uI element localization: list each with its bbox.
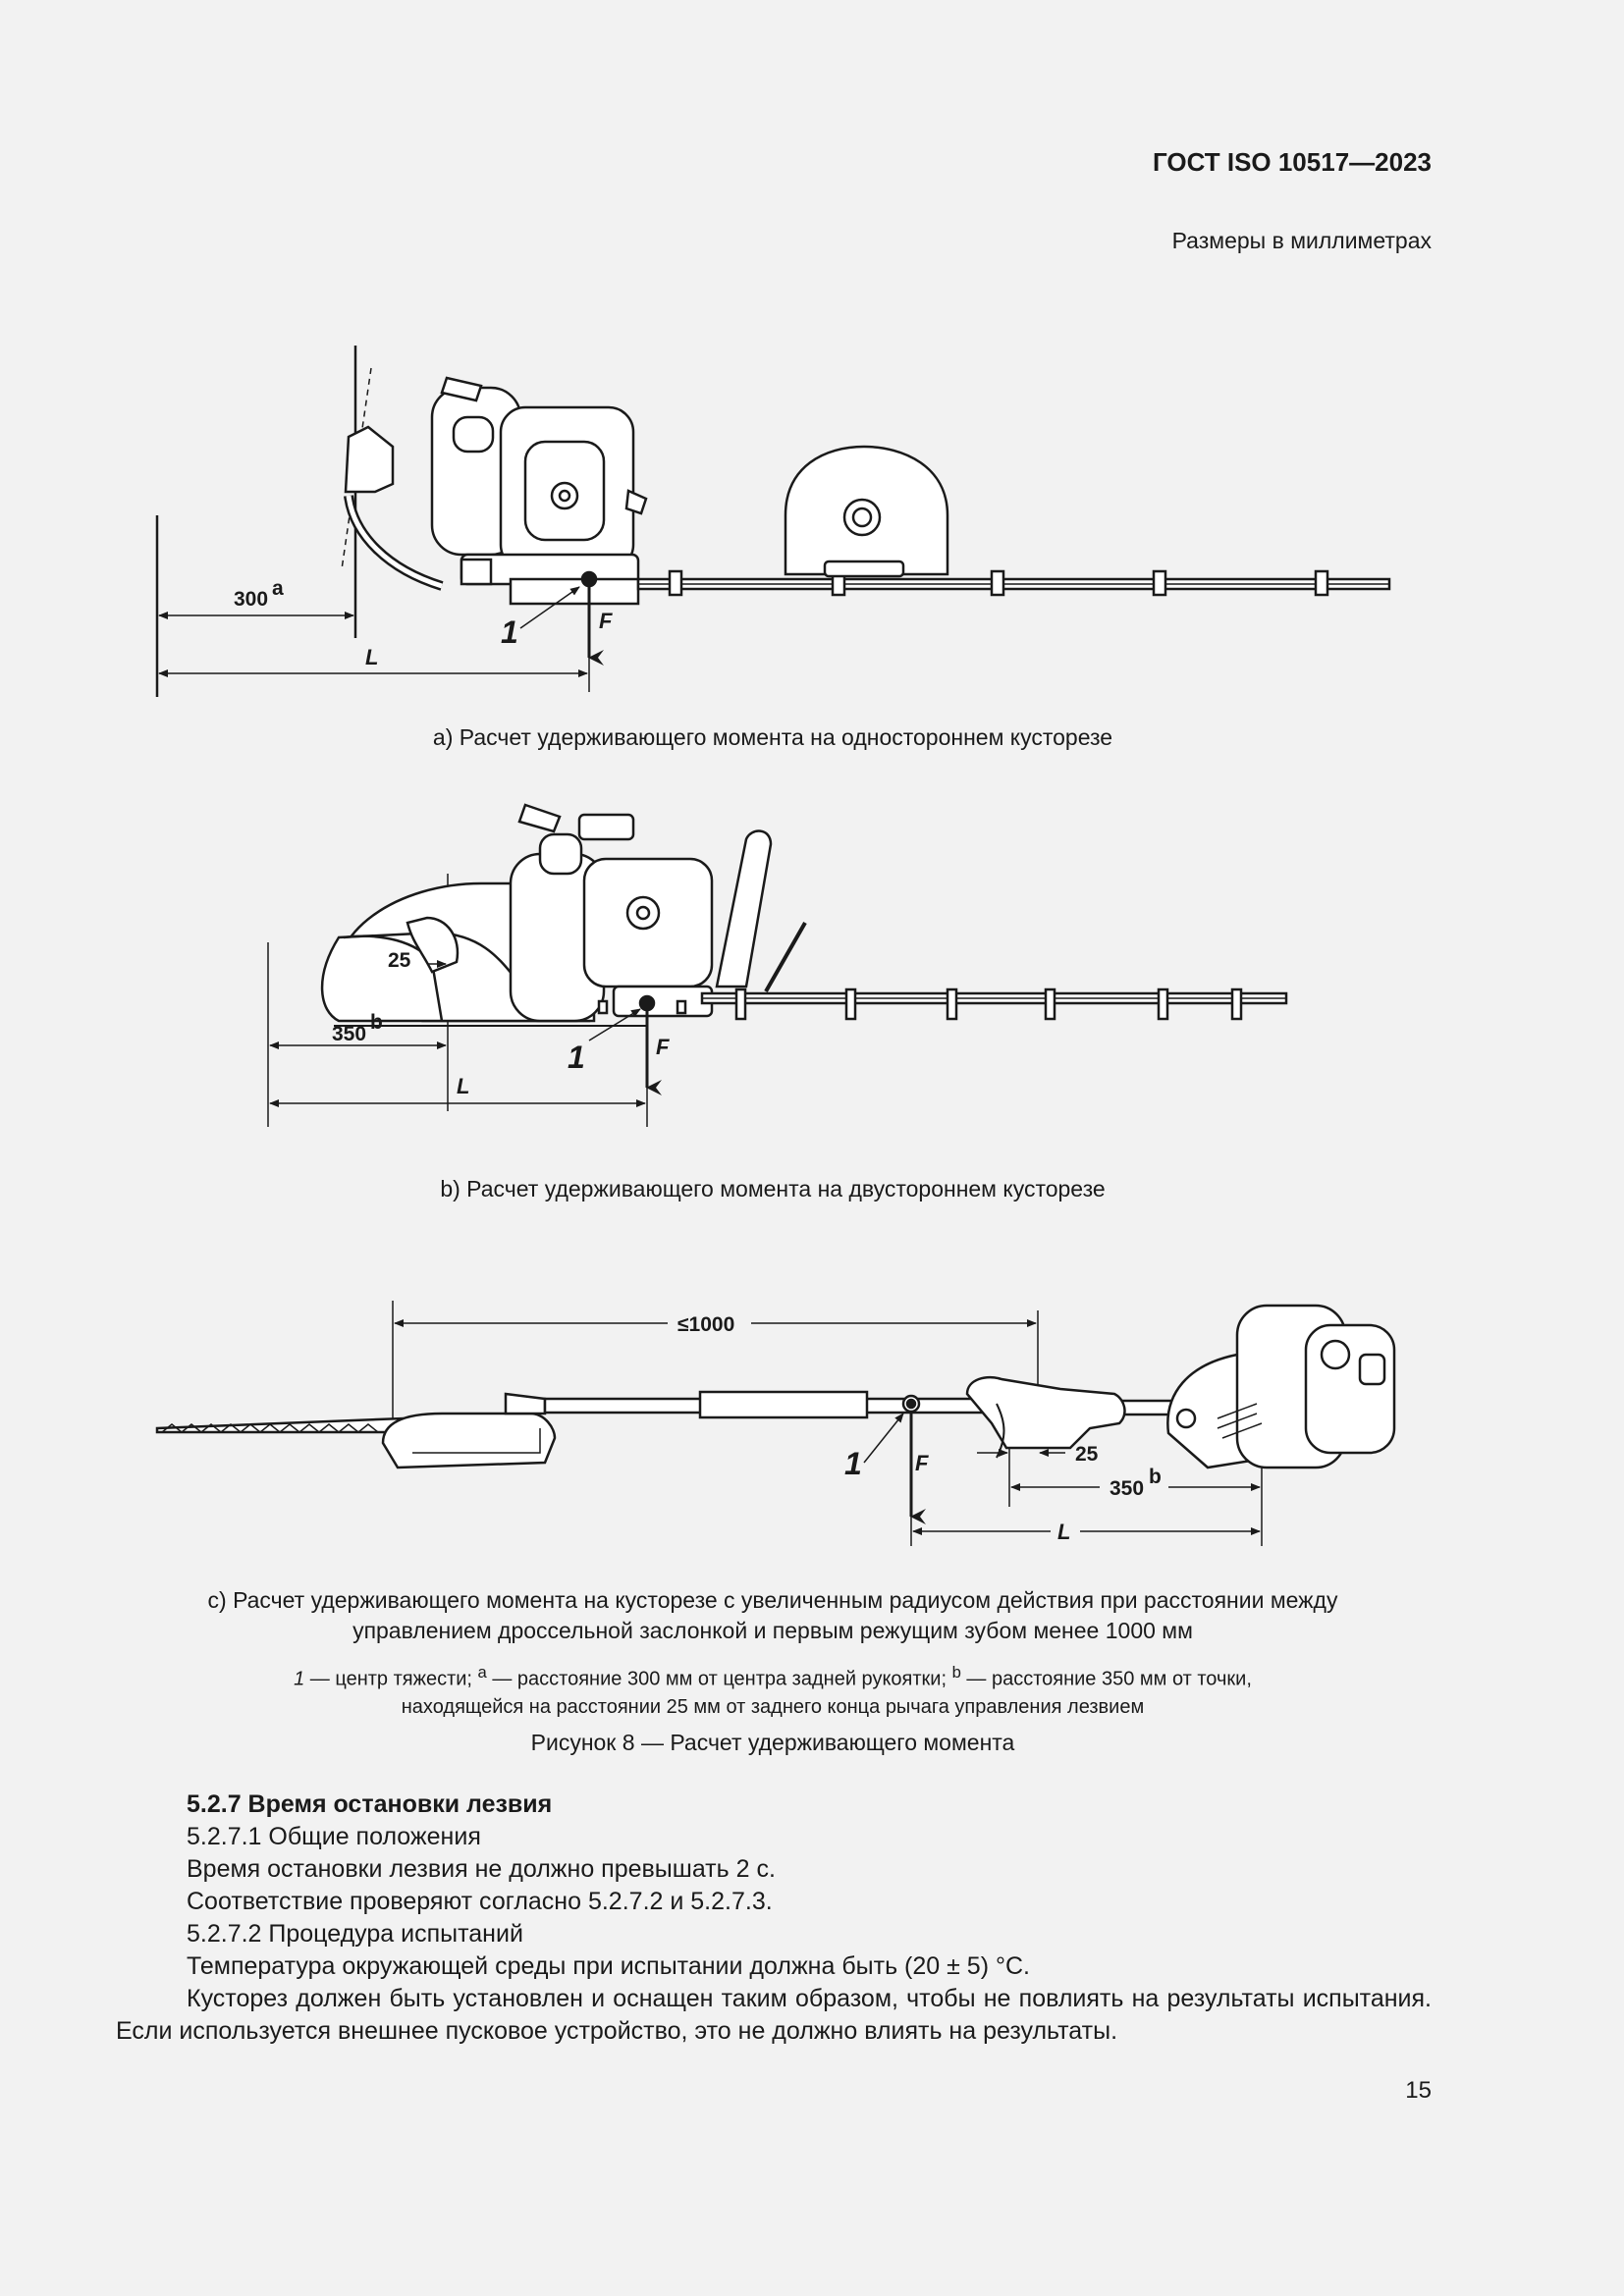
fig-a-dim-300: 300 bbox=[234, 588, 269, 611]
figure-c-caption-line-2: управлением дроссельной заслонкой и первым режущим зубом менее 1000 мм bbox=[352, 1618, 1193, 1643]
figure-title: Рисунок 8 — Расчет удерживающего момента bbox=[530, 1730, 1015, 1755]
standard-designation: ГОСТ ISO 10517—2023 bbox=[1152, 147, 1432, 177]
note-text-b: — расстояние 350 мм от точки, bbox=[960, 1668, 1252, 1690]
fig-c-dim-350-sup: b bbox=[1149, 1466, 1162, 1488]
figure-a-caption: a) Расчет удерживающего момента на одностороннем кусторезе bbox=[432, 724, 1113, 750]
paragraph-stop-time: Время остановки лезвия не должно превышать 2 с. bbox=[187, 1855, 776, 1883]
section-5-2-7 bbox=[116, 1789, 1432, 2048]
fig-c-dim-25: 25 bbox=[1075, 1443, 1099, 1466]
note-text-1: — центр тяжести; bbox=[304, 1668, 478, 1690]
note-text-a: — расстояние 300 мм от центра задней рукоятки; bbox=[486, 1668, 952, 1690]
figure-notes bbox=[0, 1659, 1545, 1721]
figure-note-line-1 bbox=[0, 1659, 1545, 1693]
fig-b-label-1: 1 bbox=[568, 1040, 585, 1075]
figure-note-line-2: находящейся на расстоянии 25 мм от заднего конца рычага управления лезвием bbox=[401, 1695, 1145, 1718]
figure-b-drawing bbox=[268, 805, 1286, 1127]
fig-b-dim-L: L bbox=[457, 1074, 470, 1098]
paragraph-5-2-7-1: 5.2.7.1 Общие положения bbox=[187, 1823, 481, 1850]
paragraph-installation: Кусторез должен быть установлен и оснащен таким образом, чтобы не повлиять на результаты испытания. Если используется внешнее пусковое устройство, это не должно влиять на результаты. bbox=[116, 1985, 1432, 2045]
fig-c-dim-1000: ≤1000 bbox=[677, 1313, 735, 1336]
fig-c-label-F: F bbox=[915, 1451, 929, 1475]
fig-c-label-1: 1 bbox=[844, 1446, 862, 1481]
note-key-1: 1 bbox=[294, 1668, 305, 1690]
paragraph-5-2-7-2: 5.2.7.2 Процедура испытаний bbox=[187, 1920, 523, 1948]
figure-c-drawing bbox=[157, 1301, 1394, 1546]
fig-b-dim-350-sup: b bbox=[370, 1011, 383, 1034]
note-key-a: a bbox=[477, 1663, 487, 1682]
page-number: 15 bbox=[1405, 2077, 1432, 2104]
section-heading: 5.2.7 Время остановки лезвия bbox=[187, 1790, 553, 1818]
fig-a-dim-L: L bbox=[365, 645, 379, 669]
units-note: Размеры в миллиметрах bbox=[1171, 228, 1432, 253]
fig-b-dim-350: 350 bbox=[332, 1023, 367, 1045]
fig-b-dim-25: 25 bbox=[388, 949, 411, 972]
fig-a-label-F: F bbox=[599, 609, 613, 633]
paragraph-compliance: Соответствие проверяют согласно 5.2.7.2 и 5.2.7.3. bbox=[187, 1888, 773, 1915]
figure-c-caption bbox=[0, 1585, 1545, 1646]
figure-a-drawing bbox=[157, 346, 1389, 697]
figure-b-caption: b) Расчет удерживающего момента на двустороннем кусторезе bbox=[440, 1176, 1106, 1201]
fig-a-label-1: 1 bbox=[501, 614, 518, 650]
fig-a-dim-300-sup: a bbox=[272, 577, 284, 600]
fig-c-dim-L: L bbox=[1057, 1520, 1071, 1544]
paragraph-temperature: Температура окружающей среды при испытании должна быть (20 ± 5) °C. bbox=[187, 1952, 1030, 1980]
fig-c-dim-350: 350 bbox=[1110, 1477, 1145, 1500]
fig-b-label-F: F bbox=[656, 1035, 670, 1059]
note-key-b: b bbox=[951, 1663, 961, 1682]
figure-c-caption-line-1: c) Расчет удерживающего момента на кусторезе с увеличенным радиусом действия при расстоянии между bbox=[207, 1587, 1338, 1613]
